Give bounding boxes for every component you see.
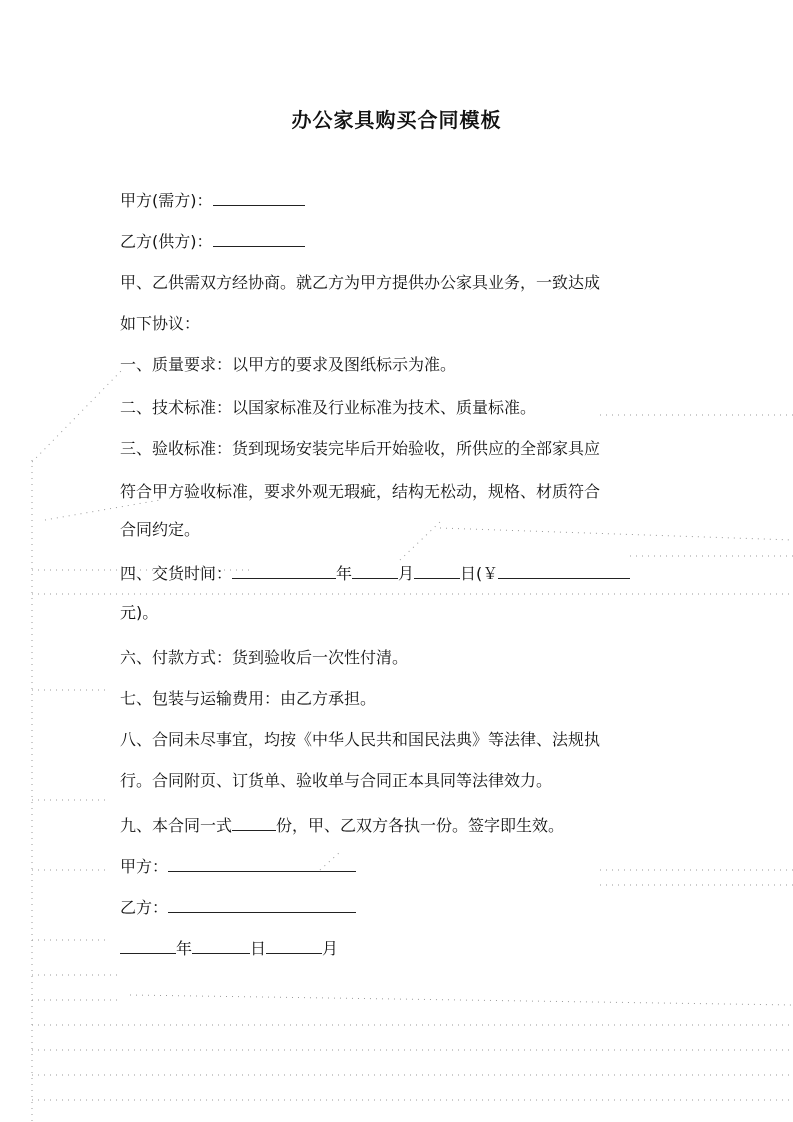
clause-1: 一、质量要求：以甲方的要求及图纸标示为准。 bbox=[120, 355, 457, 374]
party-a-blank bbox=[213, 191, 305, 206]
clause-9-suffix: 份，甲、乙双方各执一份。签字即生效。 bbox=[276, 816, 565, 835]
delivery-day-blank bbox=[414, 564, 460, 579]
clause-8-line-2: 行。合同附页、订货单、验收单与合同正本具同等法律效力。 bbox=[120, 771, 553, 790]
party-b-label: 乙方(供方)： bbox=[120, 232, 213, 251]
date-year-label: 年 bbox=[176, 939, 193, 958]
clause-7: 七、包装与运输费用：由乙方承担。 bbox=[120, 689, 377, 708]
clause-2: 二、技术标准：以国家标准及行业标准为技术、质量标准。 bbox=[120, 398, 537, 417]
page-title: 办公家具购买合同模板 bbox=[291, 108, 502, 132]
intro-line-1: 甲、乙供需双方经协商。就乙方为甲方提供办公家具业务，一致达成 bbox=[120, 273, 601, 292]
party-a-label: 甲方(需方)： bbox=[120, 191, 213, 210]
clause-6: 六、付款方式：货到验收后一次性付清。 bbox=[120, 648, 409, 667]
delivery-year-blank bbox=[232, 564, 336, 579]
clause-9-line bbox=[120, 816, 564, 836]
date-day-blank bbox=[192, 939, 250, 954]
clause-8-line-1: 八、合同未尽事宜，均按《中华人民共和国民法典》等法律、法规执 bbox=[120, 730, 601, 749]
clause-4-yuan: 元)。 bbox=[120, 603, 159, 622]
clause-4-year: 年 bbox=[336, 564, 353, 583]
clause-9-prefix: 九、本合同一式 bbox=[120, 816, 233, 835]
copies-blank bbox=[232, 816, 276, 831]
clause-4-day: 日(￥ bbox=[460, 564, 499, 583]
date-month-blank bbox=[266, 939, 322, 954]
sign-a-blank bbox=[168, 857, 356, 872]
sign-b-blank bbox=[168, 898, 356, 913]
party-a-line bbox=[120, 191, 305, 211]
party-b-blank bbox=[213, 232, 305, 247]
clause-4-label: 四、交货时间： bbox=[120, 564, 233, 583]
party-b-line bbox=[120, 232, 305, 252]
date-year-blank bbox=[120, 939, 176, 954]
date-line bbox=[120, 939, 338, 959]
sign-b-label: 乙方： bbox=[120, 898, 169, 917]
clause-4-month: 月 bbox=[398, 564, 415, 583]
delivery-amount-blank bbox=[498, 564, 630, 579]
intro-line-2: 如下协议： bbox=[120, 314, 201, 333]
date-month-label: 月 bbox=[322, 939, 339, 958]
date-day-label: 日 bbox=[250, 939, 267, 958]
clause-3-line-1: 三、验收标准：货到现场安装完毕后开始验收，所供应的全部家具应 bbox=[120, 439, 601, 458]
clause-4-line bbox=[120, 564, 630, 584]
clause-3-line-2: 符合甲方验收标准，要求外观无瑕疵，结构无松动，规格、材质符合 bbox=[120, 482, 601, 501]
sign-a-line bbox=[120, 857, 356, 877]
delivery-month-blank bbox=[352, 564, 398, 579]
clause-3-line-3: 合同约定。 bbox=[120, 520, 201, 539]
sign-b-line bbox=[120, 898, 356, 918]
sign-a-label: 甲方： bbox=[120, 857, 169, 876]
